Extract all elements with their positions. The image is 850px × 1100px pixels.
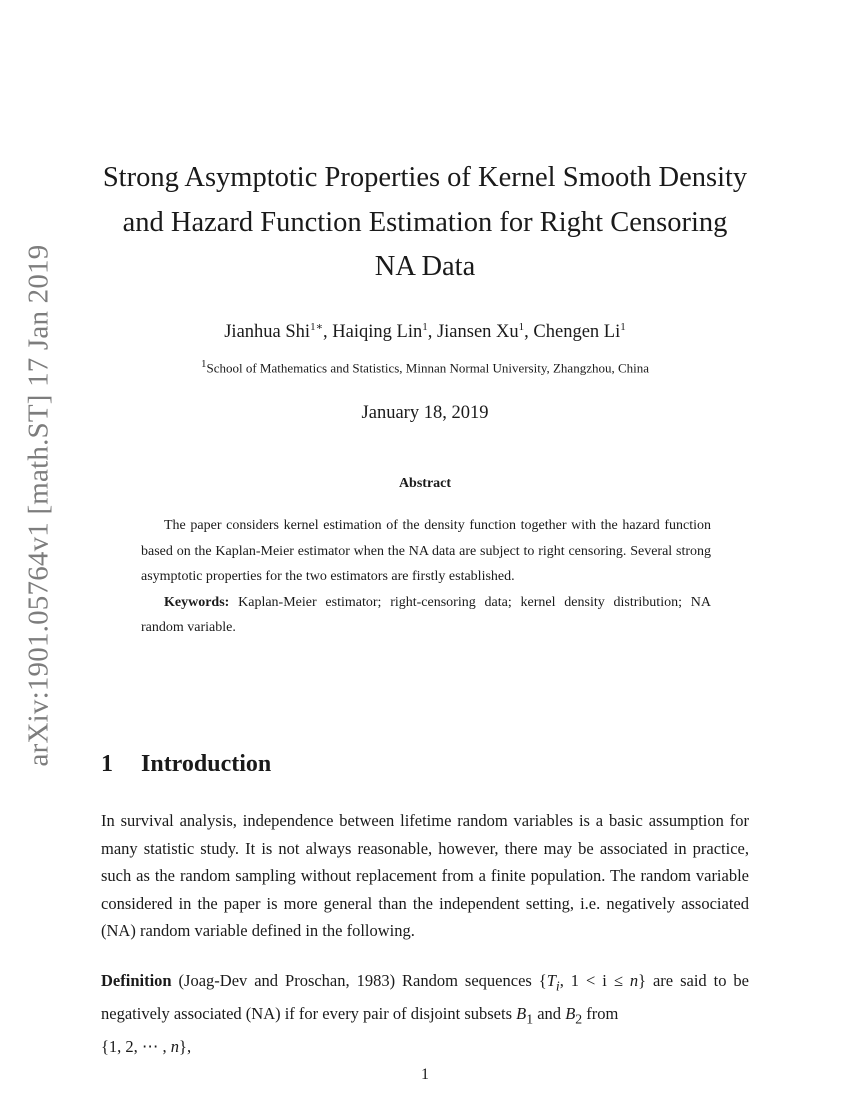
affiliation-text: School of Mathematics and Statistics, Minnan Normal University, Zhangzhou, China [206,360,650,376]
math-var: B [516,1003,527,1023]
math-sub: 2 [575,1011,583,1027]
author-list [90,320,760,343]
math-sub: 1 [526,1011,534,1027]
affiliation-mark: 1 [200,358,207,370]
intro-paragraph: In survival analysis, independence between lifetime random variables is a basic assumption for many statistic study. It is not always reasonable, however, there may be associated in practice, such as the random sampling without replacement from a finite population. The random variable considered in the paper is more general than the independent setting, i.e. negatively associated (NA) random variable defined in the following. [101,811,749,940]
arxiv-identifier-text: arXiv:1901.05764v1 [math.ST] 17 Jan 2019 [22,244,55,766]
author-name: Jianhua Shi [224,322,311,343]
math-var: B [565,1003,576,1023]
math-brace: } [638,971,647,990]
definition-paragraph [101,967,749,1060]
definition-text: and [533,1003,566,1023]
math-set: }, [179,1036,192,1056]
keywords-label: Keywords: [164,594,230,610]
math-brace: { [538,971,547,990]
title-line: and Hazard Function Estimation for Right Censoring [122,206,728,238]
author-separator: , [524,322,534,343]
abstract-heading: Abstract [398,476,452,491]
math-set: {1, 2, ⋯ , [101,1036,171,1056]
title-line: Strong Asymptotic Properties of Kernel Smooth Density [102,162,748,193]
math-condition: , 1 < i ≤ [559,971,630,990]
keywords-paragraph [141,590,711,641]
author-affiliation-mark: 1 [518,321,525,333]
section-title: Introduction [141,751,272,777]
author-affiliation-mark: 1 [620,321,626,333]
page-number: 1 [421,1066,429,1083]
publication-date: January 18, 2019 [361,403,489,423]
arxiv-identifier-stamp [14,245,64,765]
author-name: Haiqing Lin [332,322,423,343]
paper-title [90,156,760,290]
definition-text: are said to be negatively associated (NA) if for every pair of disjoint subsets [101,971,749,1023]
author-affiliation-mark: 1∗ [310,321,324,333]
author-name: Chengen Li [533,322,621,343]
section-number: 1 [101,751,113,777]
abstract-text: The paper considers kernel estimation of the density function together with the hazard function based on the Kaplan-Meier estimator when the NA data are subject to right censoring. Several strong asymptotic properties for the two estimators are firstly established. [141,518,711,584]
math-var: n [629,971,639,990]
math-var: n [170,1036,180,1056]
definition-citation: (Joag-Dev and Proschan, 1983) Random sequences [171,971,539,990]
author-affiliation-mark: 1 [422,321,428,333]
definition-text: from [582,1003,619,1023]
keywords-text: Kaplan-Meier estimator; right-censoring data; kernel density distribution; NA random variable. [141,594,711,635]
definition-label: Definition [101,971,172,990]
section-heading [101,751,271,778]
author-separator: , [323,322,333,343]
author-separator: , [427,322,437,343]
author-name: Jiansen Xu [436,322,519,343]
math-var: T [546,971,556,990]
title-line: NA Data [374,251,476,282]
abstract-body [141,513,711,641]
math-sub: i [555,978,560,994]
affiliation [90,358,760,376]
